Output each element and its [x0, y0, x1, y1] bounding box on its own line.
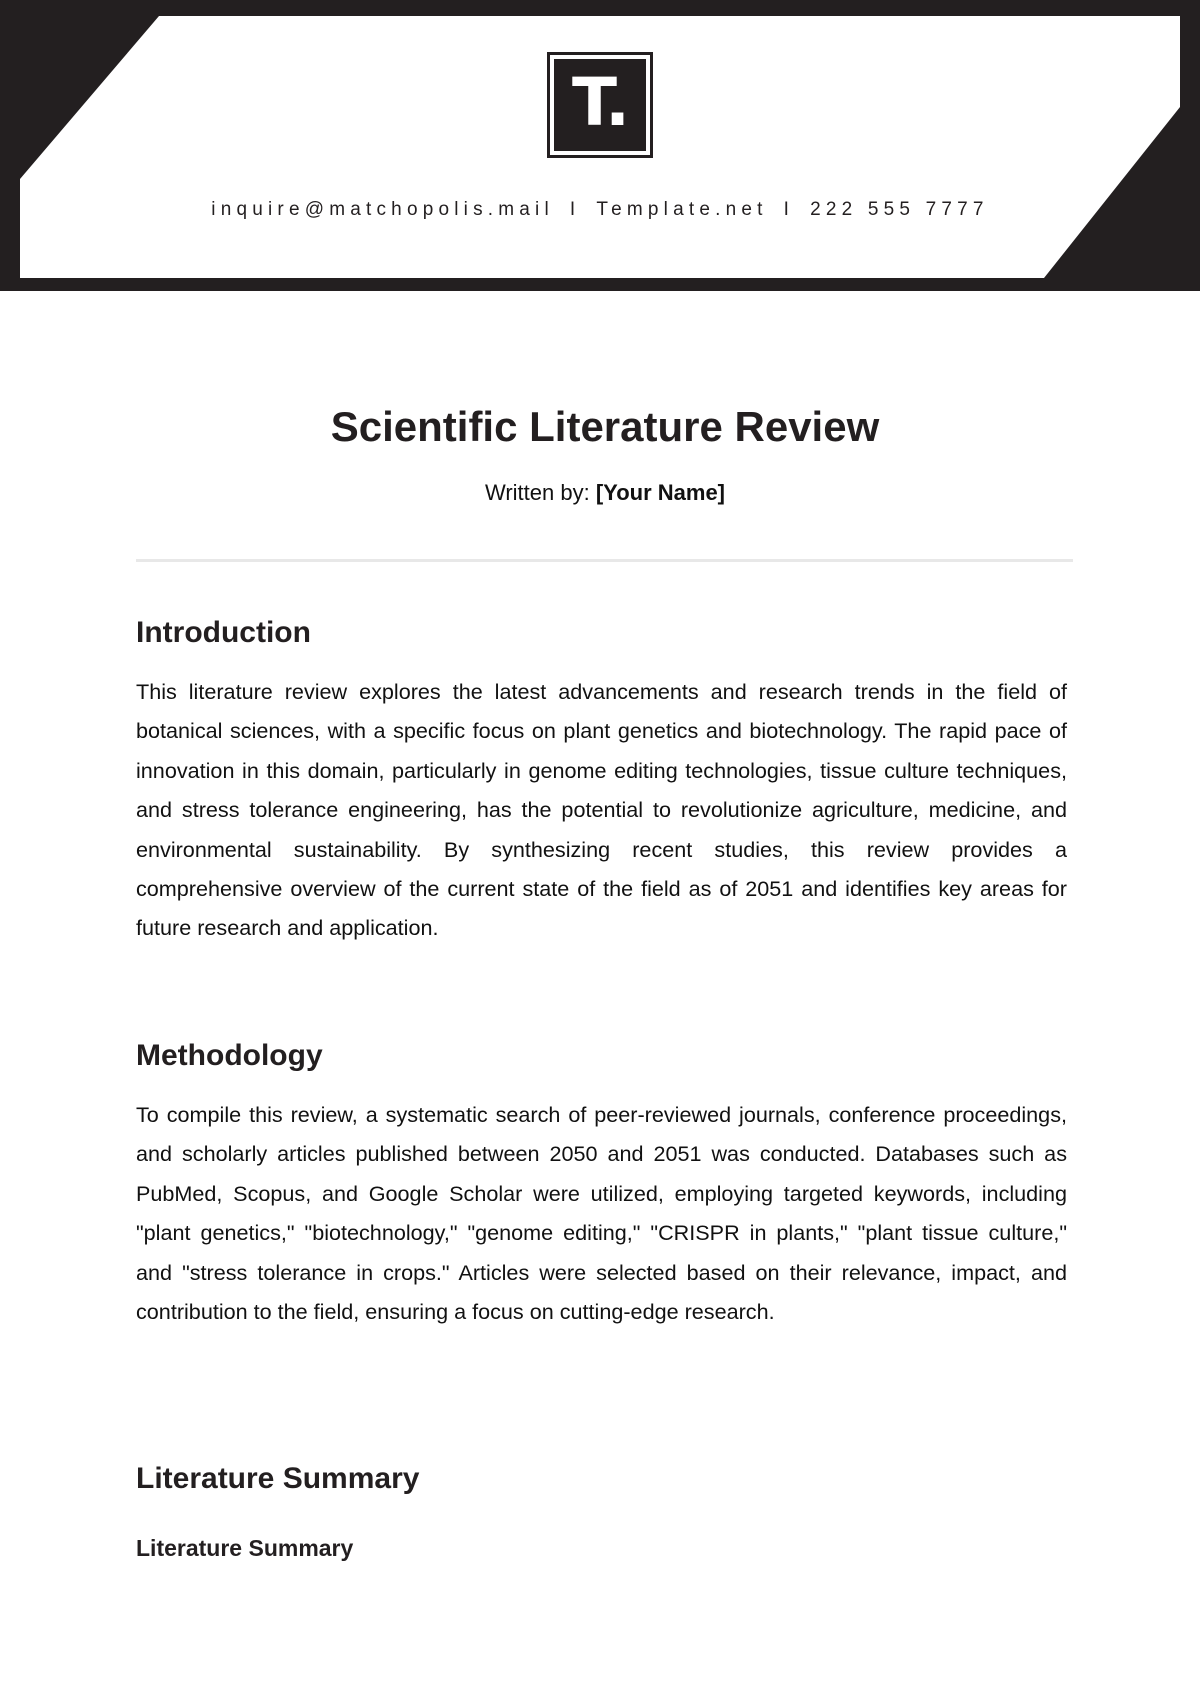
company-logo [547, 52, 653, 158]
header-band [0, 0, 1200, 291]
section-heading-introduction: Introduction [136, 616, 311, 649]
logo-letter: T. [571, 64, 629, 141]
title-divider [136, 559, 1073, 562]
section-body-methodology: To compile this review, a systematic search of peer-reviewed journals, conference proceedings, and scholarly articles published between 2050 and 2051 was conducted. Databases such as PubMed, Scopus, and Google Scholar were utilized, employing targeted keywords, including "plant genetics," "biotechnology," "genome editing," "CRISPR in plants," "plant tissue culture," and "stress tolerance in crops." Articles were selected based on their relevance, impact, and contribution to the field, ensuring a focus on cutting-edge research. [136, 1102, 1067, 1325]
contact-website: Template.net [596, 199, 768, 220]
byline-label: Written by: [484, 480, 590, 505]
byline [0, 479, 1200, 507]
section-body-introduction: This literature review explores the latest advancements and research trends in the field of botanical sciences, with a specific focus on plant genetics and biotechnology. The rapid pace of innovation in this domain, particularly in genome editing technologies, tissue culture techniques, and stress tolerance engineering, has the potential to revolutionize agriculture, medicine, and environmental sustainability. By synthesizing recent studies, this review provides a comprehensive overview of the current state of the field as of 2051 and identifies key areas for future research and application. [136, 679, 1067, 941]
contact-separator: I [783, 199, 795, 220]
contact-info [0, 199, 1200, 221]
author-name: [Your Name] [595, 480, 726, 505]
section-heading-methodology: Methodology [136, 1039, 323, 1072]
subheading-literature-summary: Literature Summary [136, 1535, 354, 1561]
contact-email: inquire@matchopolis.mail [211, 199, 554, 220]
contact-phone: 222 555 7777 [810, 199, 989, 220]
document-title: Scientific Literature Review [330, 403, 880, 450]
contact-separator: I [569, 199, 581, 220]
section-heading-literature-summary: Literature Summary [136, 1462, 420, 1495]
